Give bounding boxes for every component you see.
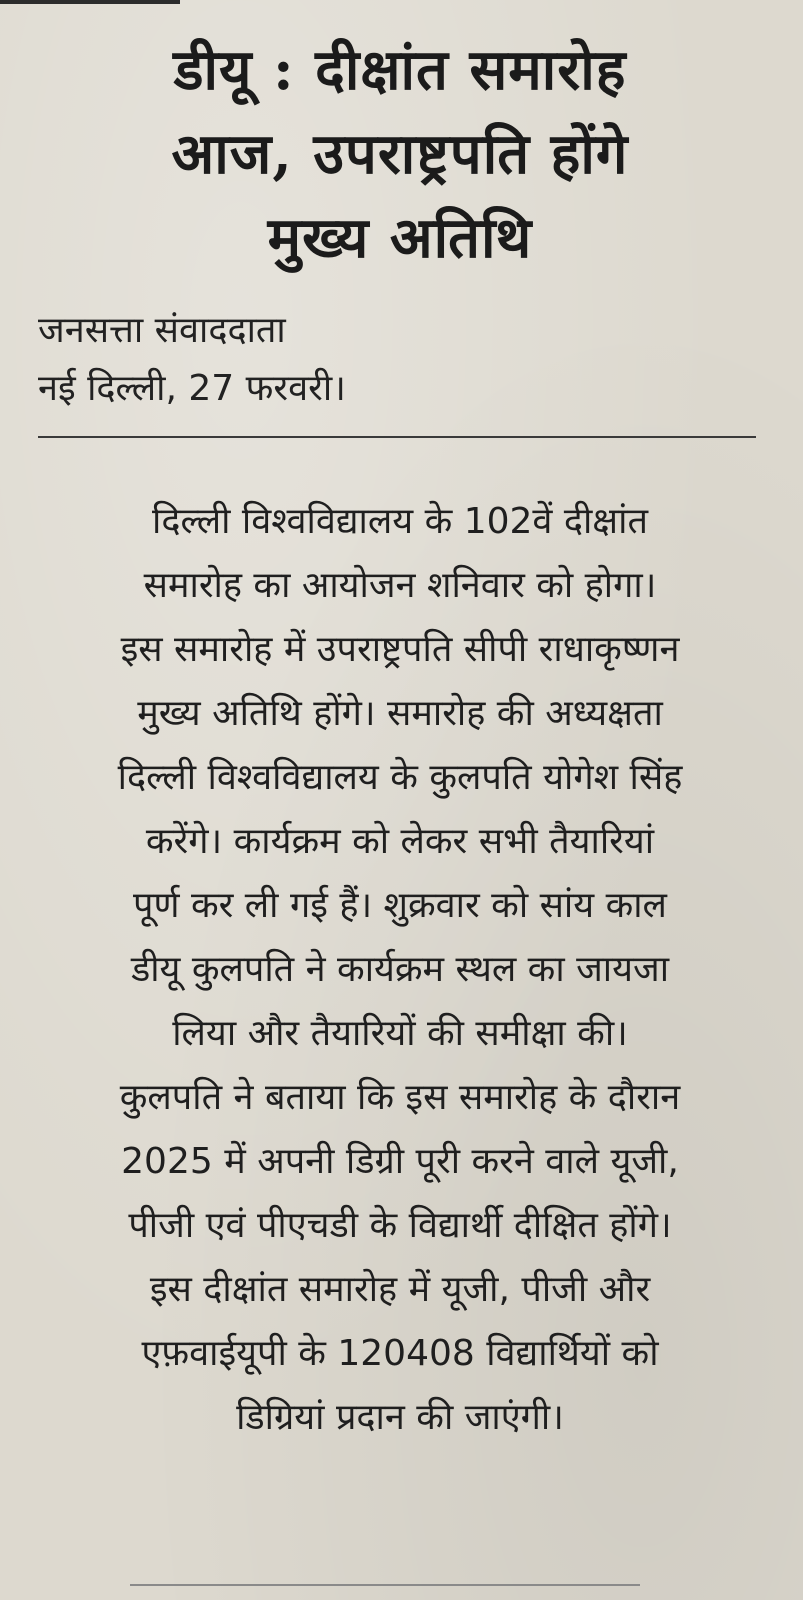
body-line: 2025 में अपनी डिग्री पूरी करने वाले यूजी, <box>121 1141 679 1182</box>
body-line: मुख्य अतिथि होंगे। समारोह की अध्यक्षता <box>137 693 663 734</box>
body-line: करेंगे। कार्यक्रम को लेकर सभी तैयारियां <box>145 821 655 862</box>
body-line: कुलपति ने बताया कि इस समारोह के दौरान <box>119 1077 681 1118</box>
body-line: इस समारोह में उपराष्ट्रपति सीपी राधाकृष्णन <box>120 629 680 670</box>
headline-line: मुख्य अतिथि <box>267 205 533 271</box>
body-line: समारोह का आयोजन शनिवार को होगा। <box>143 565 657 606</box>
bottom-rule <box>130 1584 640 1586</box>
byline <box>38 302 346 418</box>
body-line: दिल्ली विश्वविद्यालय के कुलपति योगेश सिंह <box>117 757 683 798</box>
body-line: लिया और तैयारियों की समीक्षा की। <box>172 1013 628 1054</box>
headline-line: डीयू : दीक्षांत समारोह <box>173 37 627 103</box>
body-line: पीजी एवं पीएचडी के विद्यार्थी दीक्षित होंगे। <box>128 1205 672 1246</box>
body-line: एफ़वाईयूपी के 120408 विद्यार्थियों को <box>141 1333 659 1374</box>
body-line: डिग्रियां प्रदान की जाएंगी। <box>236 1397 564 1438</box>
byline-divider <box>38 436 756 438</box>
byline-dateline: नई दिल्ली, 27 फरवरी। <box>38 368 346 409</box>
body-line: डीयू कुलपति ने कार्यक्रम स्थल का जायजा <box>130 949 670 990</box>
article-body <box>20 490 780 1450</box>
byline-author: जनसत्ता संवाददाता <box>38 310 286 351</box>
top-rule <box>0 0 180 4</box>
body-line: इस दीक्षांत समारोह में यूजी, पीजी और <box>149 1269 651 1310</box>
body-line: दिल्ली विश्वविद्यालय के 102वें दीक्षांत <box>152 501 648 542</box>
headline <box>40 28 760 280</box>
body-line: पूर्ण कर ली गई हैं। शुक्रवार को सांय काल <box>133 885 667 926</box>
headline-line: आज, उपराष्ट्रपति होंगे <box>171 121 629 187</box>
